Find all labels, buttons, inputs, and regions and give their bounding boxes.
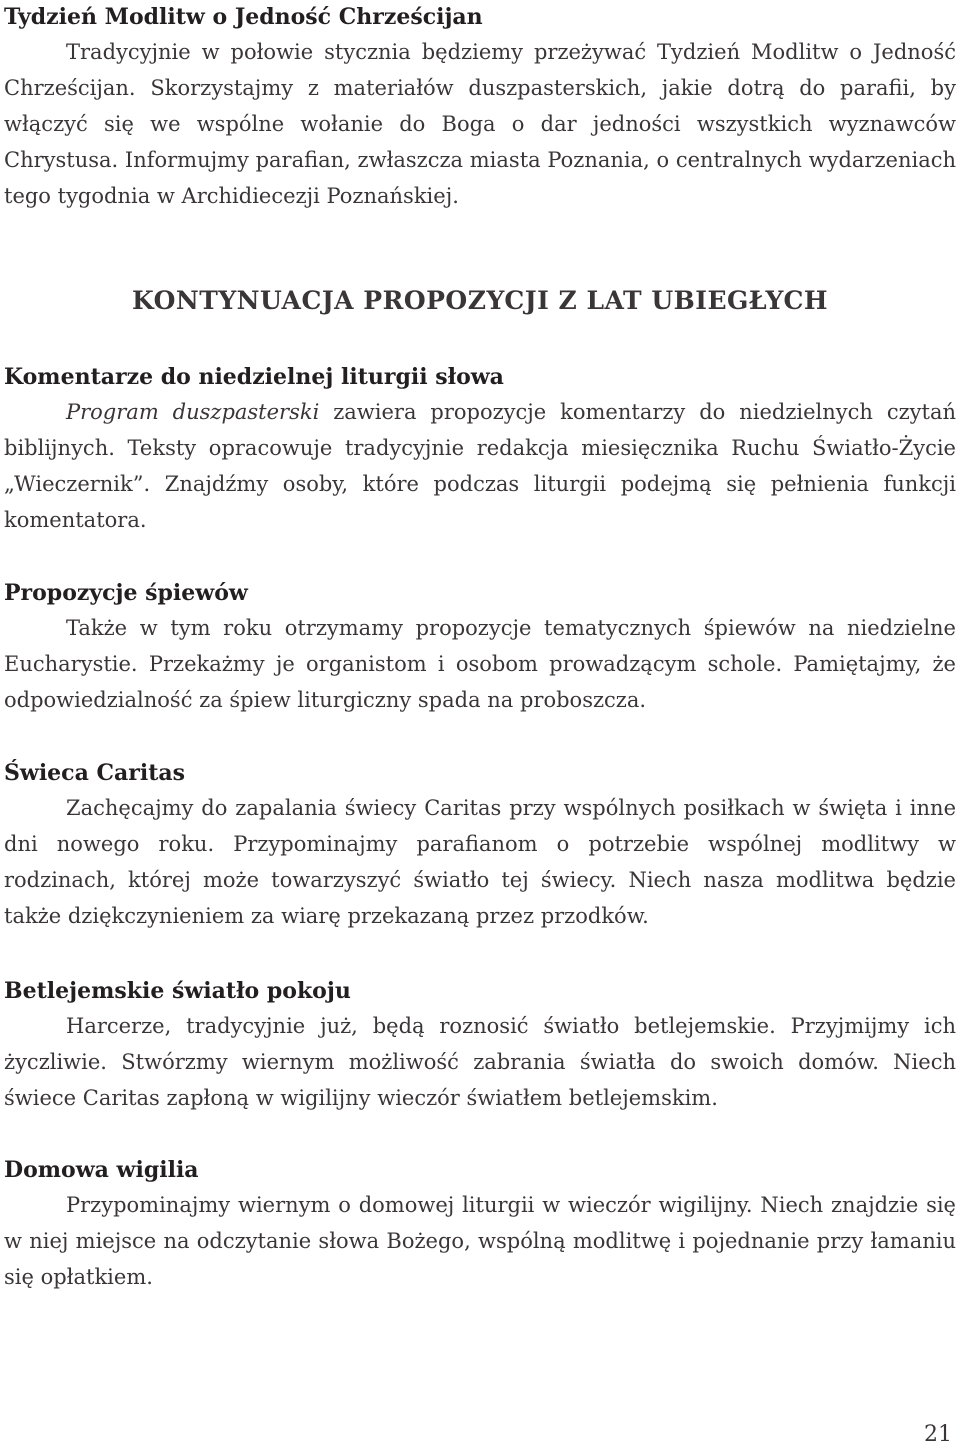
section-betlejemskie-swiatlo [4, 974, 956, 1116]
paragraph-text: zawiera propozycje komentarzy do niedzielnych czytań biblijnych. Teksty opracowuje tradycyjnie redakcja miesięcznika Ruchu Światło-Życie „Wieczernik”. Znajdźmy osoby, które podczas liturgii podejmą się pełnienia funkcji komentatora. [4, 400, 956, 532]
section-paragraph [4, 394, 956, 538]
section-paragraph: Tradycyjnie w połowie stycznia będziemy przeżywać Tydzień Modlitw o Jedność Chrześcijan. Skorzystajmy z materiałów duszpasterskich, jakie dotrą do parafii, by włączyć się we wspólne wołanie do Boga o dar jedności wszystkich wyznawców Chrystusa. Informujmy parafian, zwłaszcza miasta Poznania, o centralnych wydarzeniach tego tygodnia w Archidiecezji Poznańskiej. [4, 40, 956, 208]
document-page [4, 0, 956, 1456]
section-paragraph: Harcerze, tradycyjnie już, będą roznosić światło betlejemskie. Przyjmijmy ich życzliwie. Stwórzmy wiernym możliwość zabrania światła do swoich domów. Niech świece Caritas zapłoną w wigilijny wieczór światłem betlejemskim. [4, 1014, 956, 1110]
section-paragraph: Przypominajmy wiernym o domowej liturgii w wieczór wigilijny. Niech znajdzie się w niej miejsce na odczytanie słowa Bożego, wspólną modlitwę i pojednanie przy łamaniu się opłatkiem. [4, 1193, 956, 1289]
section-title: Propozycje śpiewów [4, 580, 248, 606]
section-propozycje-spiewow [4, 576, 956, 718]
section-paragraph: Także w tym roku otrzymamy propozycje tematycznych śpiewów na niedzielne Eucharystie. Przekażmy je organistom i osobom prowadzącym schole. Pamiętajmy, że odpowiedzialność za śpiew liturgiczny spada na proboszcza. [4, 616, 956, 712]
section-swieca-caritas [4, 756, 956, 934]
section-paragraph: Zachęcajmy do zapalania świecy Caritas przy wspólnych posiłkach w święta i inne dni nowego roku. Przypominajmy parafianom o potrzebie wspólnej modlitwy w rodzinach, której może towarzyszyć światło tej świecy. Niech nasza modlitwa będzie także dziękczynieniem za wiarę przekazaną przez przodków. [4, 796, 956, 928]
section-title: Komentarze do niedzielnej liturgii słowa [4, 364, 504, 390]
italic-lead: Program duszpasterski [66, 400, 320, 424]
section-title: Tydzień Modlitw o Jedność Chrześcijan [4, 4, 483, 30]
page-number: 21 [924, 1422, 952, 1447]
section-tydzien-modlitw [4, 0, 956, 214]
section-komentarze [4, 360, 956, 538]
section-title: Betlejemskie światło pokoju [4, 978, 351, 1004]
section-domowa-wigilia [4, 1153, 956, 1295]
section-title: Świeca Caritas [4, 760, 186, 786]
section-title: Domowa wigilia [4, 1157, 199, 1183]
continuation-heading: KONTYNUACJA PROPOZYCJI Z LAT UBIEGŁYCH [132, 286, 828, 315]
